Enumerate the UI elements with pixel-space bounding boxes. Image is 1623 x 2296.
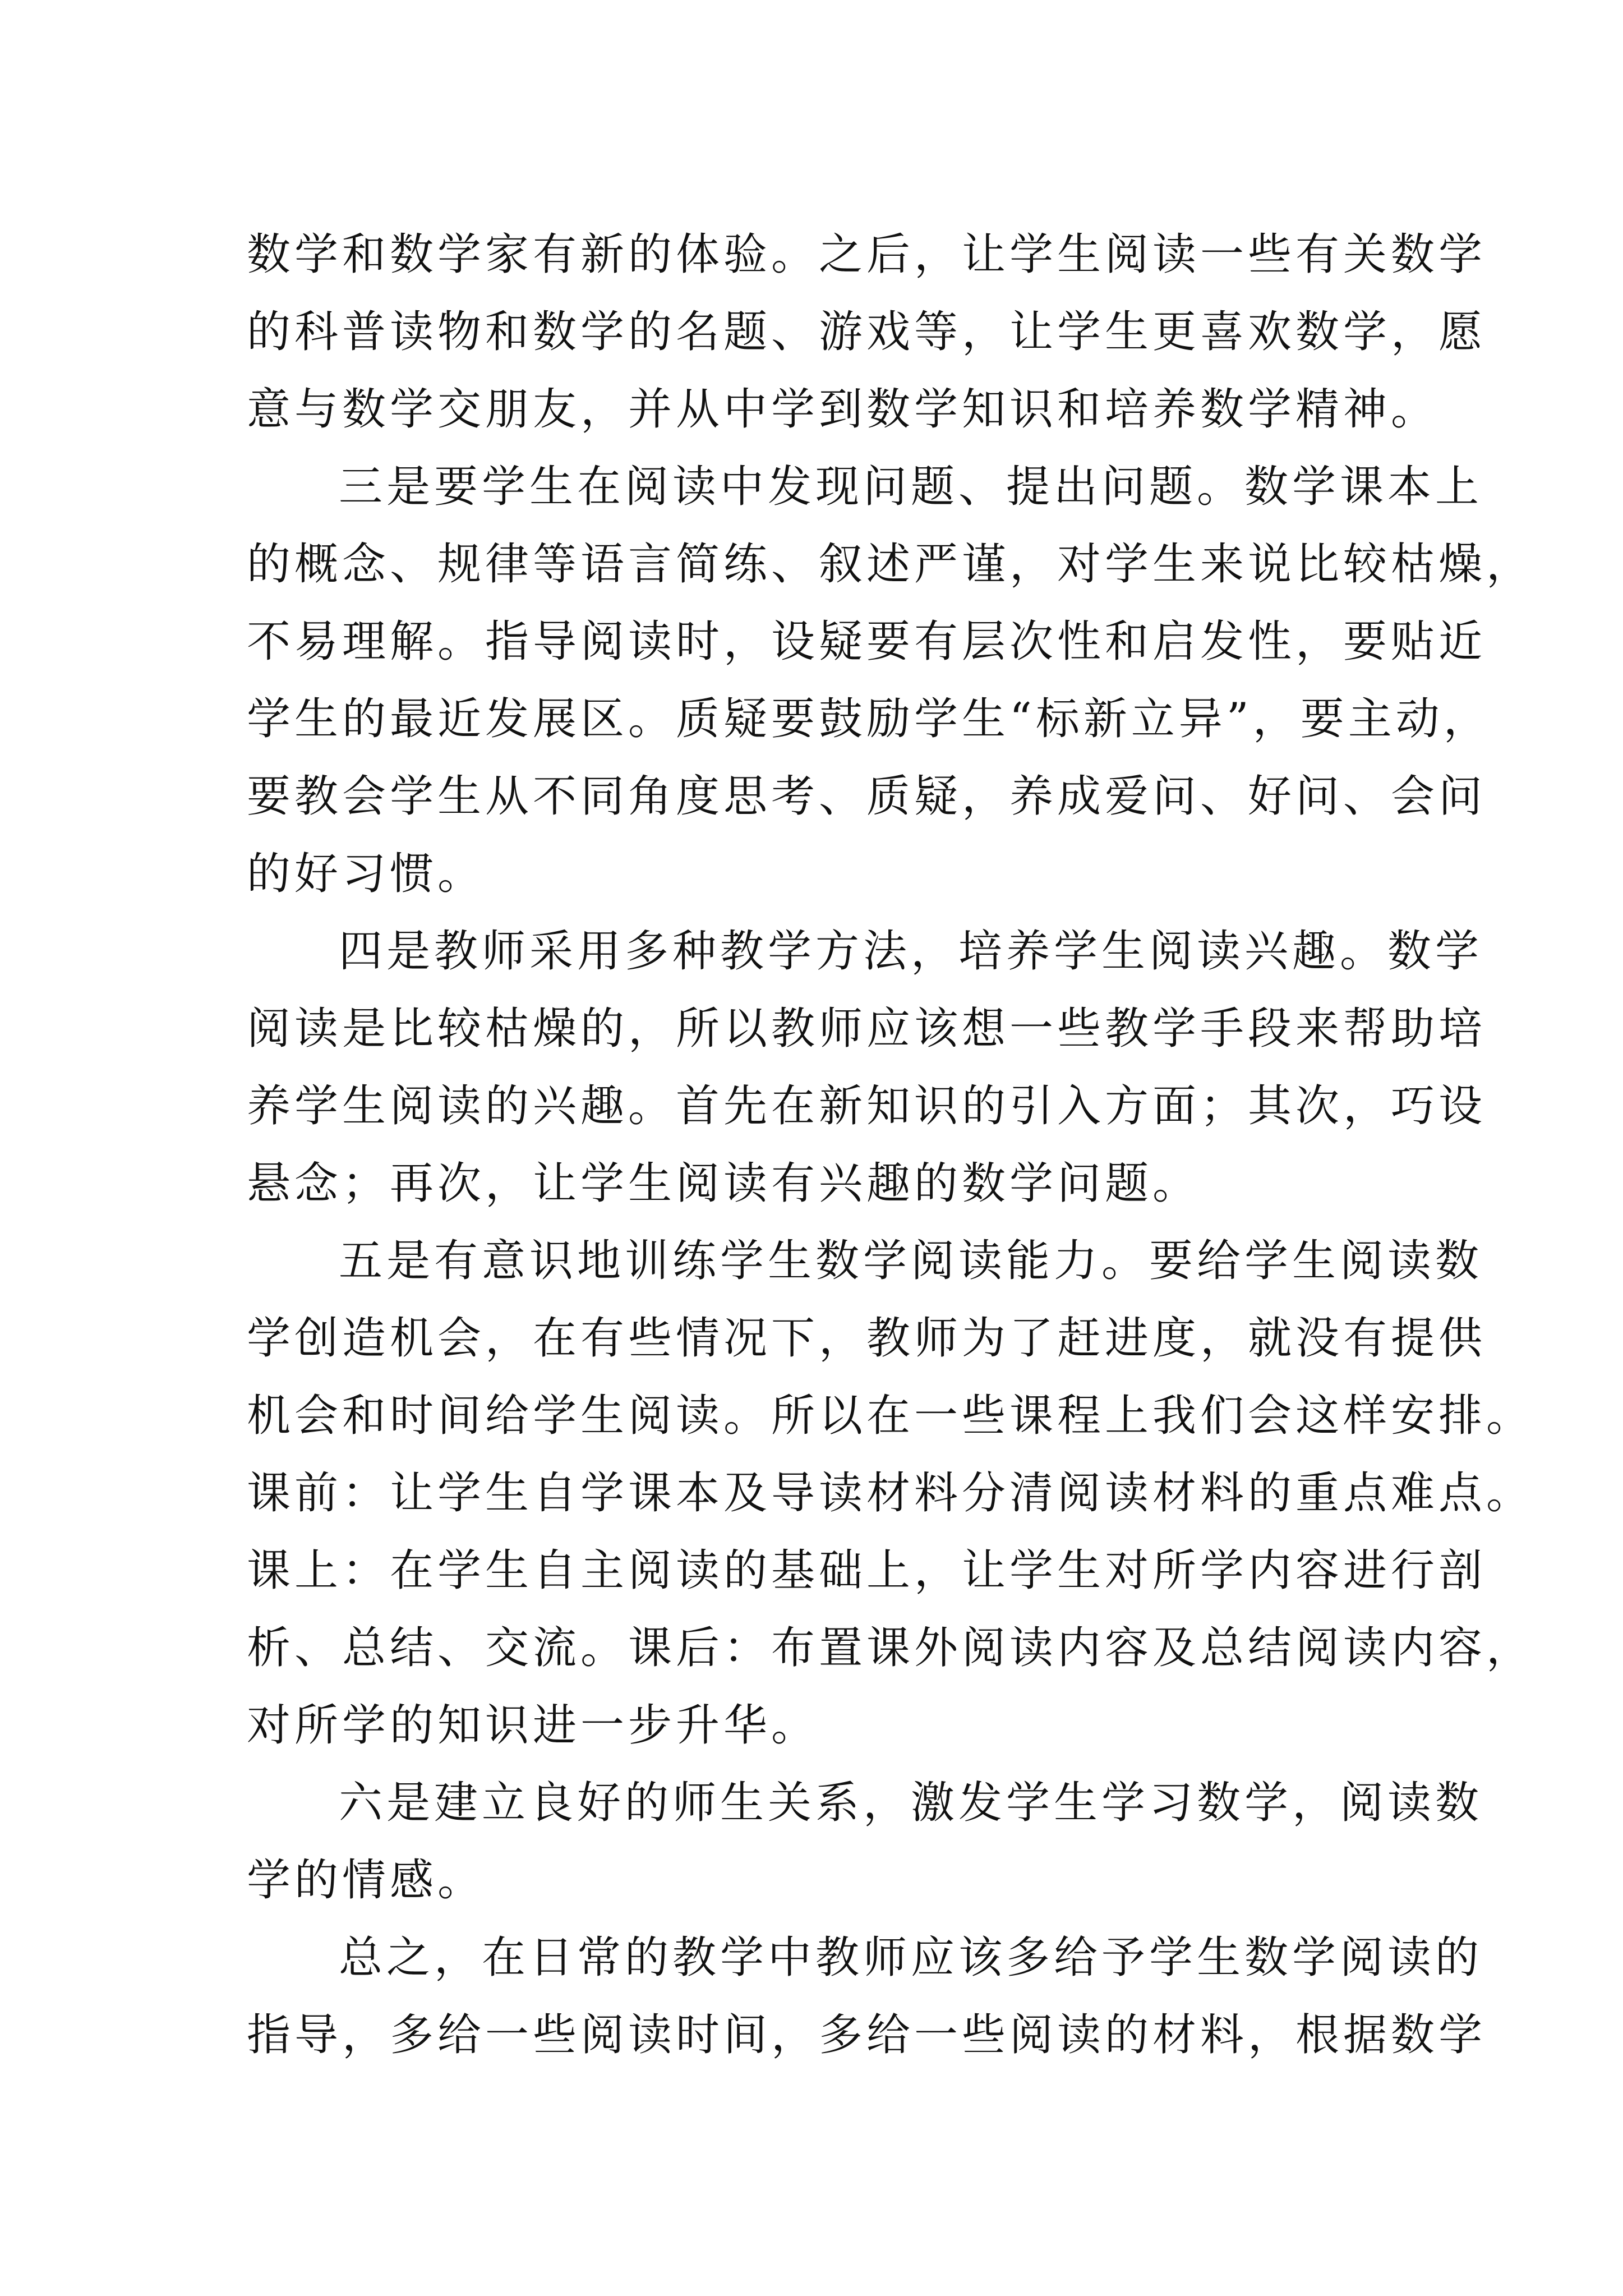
text-line: 析、总结、交流。课后：布置课外阅读内容及总结阅读内容， bbox=[247, 1623, 1534, 1673]
text-line: 机会和时间给学生阅读。所以在一些课程上我们会这样安排。 bbox=[247, 1391, 1534, 1441]
text-line: 意与数学交朋友，并从中学到数学知识和培养数学精神。 bbox=[247, 384, 1439, 435]
paragraph-start-line: 六是建立良好的师生关系，激发学生学习数学，阅读数 bbox=[339, 1778, 1483, 1828]
text-line: 阅读是比较枯燥的，所以教师应该想一些教学手段来帮助培 bbox=[247, 1004, 1487, 1054]
text-line: 对所学的知识进一步升华。 bbox=[247, 1700, 819, 1751]
text-line: 课前：让学生自学课本及导读材料分清阅读材料的重点难点。 bbox=[247, 1468, 1534, 1519]
paragraph-start-line: 四是教师采用多种教学方法，培养学生阅读兴趣。数学 bbox=[339, 926, 1483, 977]
text-line: 的科普读物和数学的名题、游戏等，让学生更喜欢数学，愿 bbox=[247, 307, 1487, 357]
text-line: 学生的最近发展区。质疑要鼓励学生“标新立异”，要主动， bbox=[247, 694, 1491, 744]
text-line: 学的情感。 bbox=[247, 1855, 486, 1906]
paragraph-start-line: 三是要学生在阅读中发现问题、提出问题。数学课本上 bbox=[339, 462, 1483, 512]
text-line: 要教会学生从不同角度思考、质疑，养成爱问、好问、会问 bbox=[247, 771, 1487, 822]
document-body bbox=[247, 216, 1534, 2074]
paragraph-start-line: 五是有意识地训练学生数学阅读能力。要给学生阅读数 bbox=[339, 1236, 1483, 1286]
text-line: 课上：在学生自主阅读的基础上，让学生对所学内容进行剖 bbox=[247, 1545, 1487, 1596]
paragraph-start-line: 总之，在日常的教学中教师应该多给予学生数学阅读的 bbox=[339, 1932, 1483, 1983]
text-line: 的概念、规律等语言简练、叙述严谨，对学生来说比较枯燥， bbox=[247, 539, 1534, 590]
text-line: 指导，多给一些阅读时间，多给一些阅读的材料，根据数学 bbox=[247, 2010, 1487, 2060]
text-line: 养学生阅读的兴趣。首先在新知识的引入方面；其次，巧设 bbox=[247, 1081, 1487, 1131]
text-line: 悬念；再次，让学生阅读有兴趣的数学问题。 bbox=[247, 1158, 1201, 1209]
text-line: 的好习惯。 bbox=[247, 849, 486, 899]
text-line: 数学和数学家有新的体验。之后，让学生阅读一些有关数学 bbox=[247, 229, 1487, 280]
text-line: 学创造机会，在有些情况下，教师为了赶进度，就没有提供 bbox=[247, 1313, 1487, 1364]
text-line: 不易理解。指导阅读时，设疑要有层次性和启发性，要贴近 bbox=[247, 616, 1487, 667]
